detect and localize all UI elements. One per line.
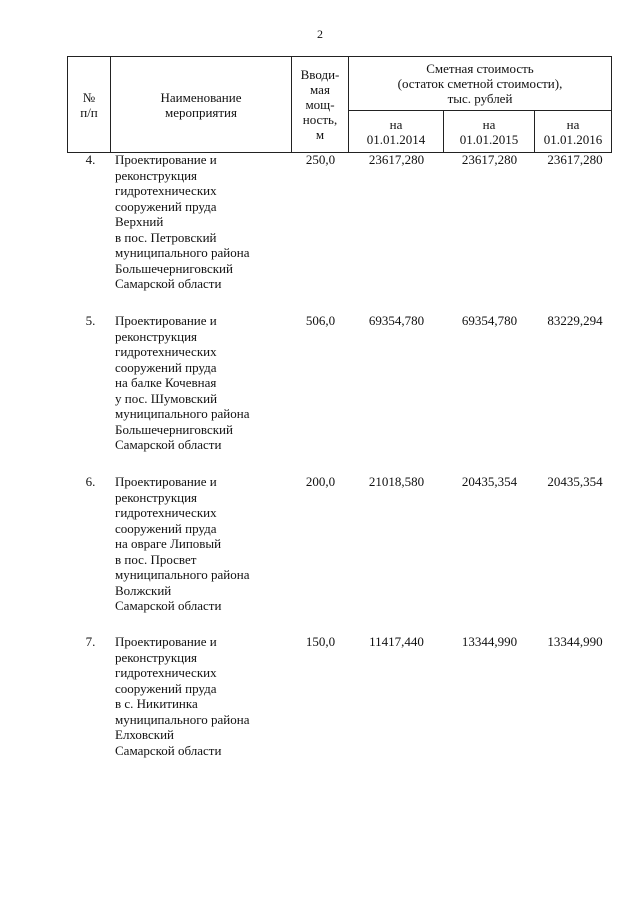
header-date-2015: на 01.01.2015 [444, 111, 535, 153]
row-cost-2016: 20435,354 [547, 474, 603, 489]
header-date-2014: на 01.01.2014 [349, 111, 444, 153]
row-name: Проектирование и реконструкция гидротехнических сооружений пруда в с. Никитинка муниципального района Елховский Самарской области [115, 634, 250, 758]
table-header [67, 56, 612, 153]
row-number: 7. [85, 634, 96, 649]
row-cost-2015: 69354,780 [461, 313, 518, 328]
row-name: Проектирование и реконструкция гидротехнических сооружений пруда на овраге Липовый в пос. Просвет муниципального района Волжский Самарской области [115, 474, 250, 613]
row-cost-2014: 11417,440 [369, 634, 424, 649]
header-name: Наименование мероприятия [111, 57, 292, 153]
page-number: 2 [317, 27, 323, 41]
row-cost-2016: 83229,294 [547, 313, 603, 328]
row-number: 4. [85, 152, 96, 167]
header-power: Вводи- мая мощ- ность, м [292, 57, 349, 153]
row-number: 6. [85, 474, 96, 489]
row-number: 5. [85, 313, 96, 328]
row-cost-2015: 20435,354 [461, 474, 518, 489]
row-cost-2016: 13344,990 [547, 634, 603, 649]
row-name: Проектирование и реконструкция гидротехнических сооружений пруда на балке Кочевная у пос. Шумовский муниципального района Большечерниговский Самарской области [115, 313, 250, 452]
row-cost-2014: 21018,580 [368, 474, 425, 489]
row-cost-2015: 23617,280 [461, 152, 518, 167]
row-cost-2016: 23617,280 [547, 152, 603, 167]
header-num: № п/п [68, 57, 111, 153]
row-power: 200,0 [305, 474, 336, 489]
header-cost: Сметная стоимость (остаток сметной стоимости), тыс. рублей [349, 57, 612, 111]
row-cost-2015: 13344,990 [461, 634, 518, 649]
row-cost-2014: 23617,280 [368, 152, 425, 167]
row-power: 506,0 [305, 313, 336, 328]
row-name: Проектирование и реконструкция гидротехнических сооружений пруда Верхний в пос. Петровский муниципального района Большечерниговский Самарской области [115, 152, 250, 291]
header-date-2016: на 01.01.2016 [535, 111, 612, 153]
row-cost-2014: 69354,780 [368, 313, 425, 328]
row-power: 150,0 [305, 634, 336, 649]
row-power: 250,0 [305, 152, 336, 167]
